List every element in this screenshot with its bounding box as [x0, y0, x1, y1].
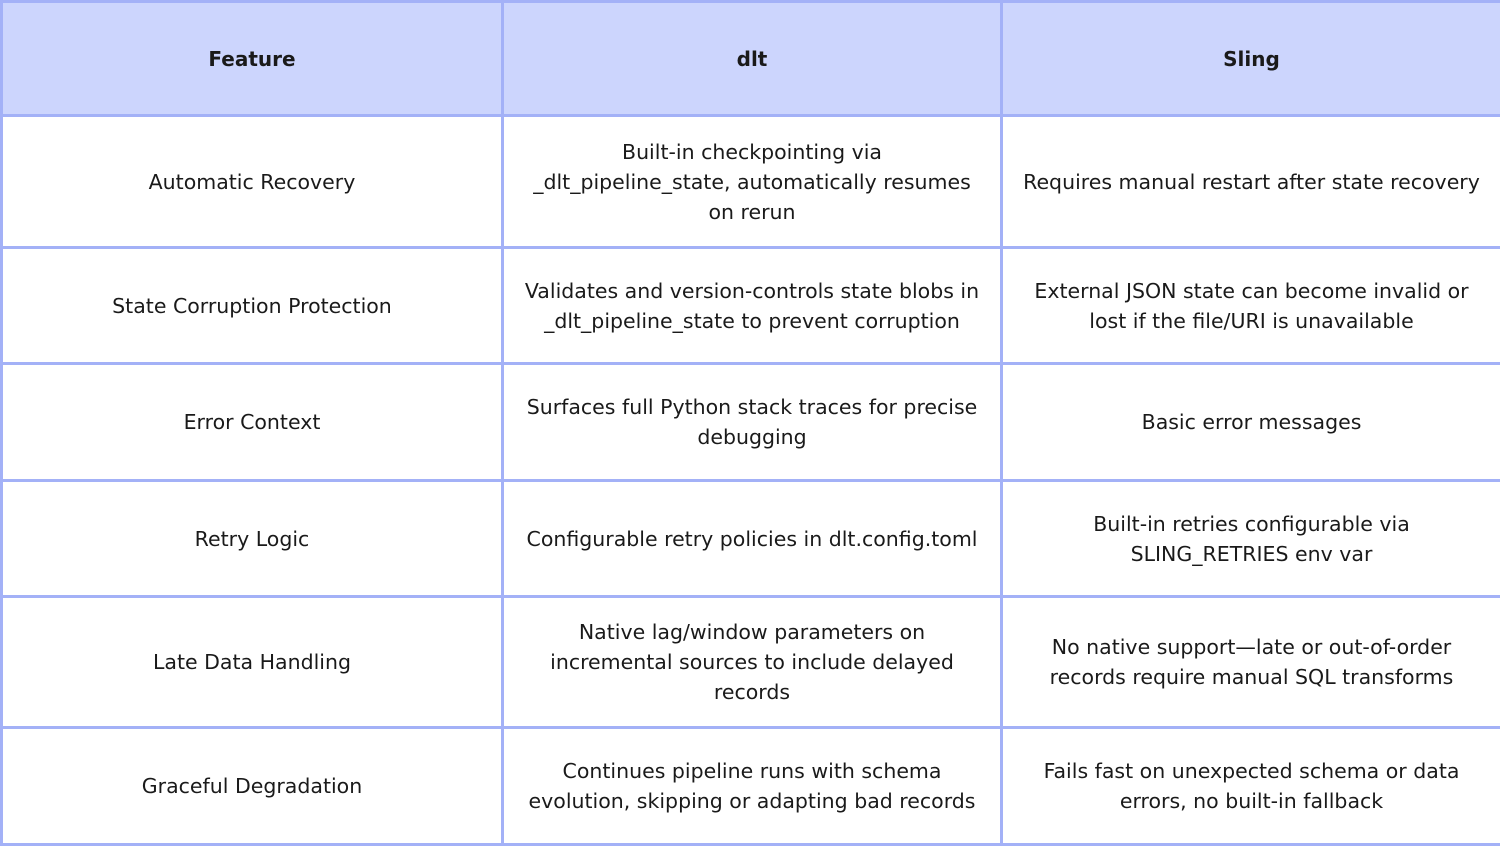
- table-row: [2, 597, 1500, 728]
- table-row: [2, 248, 1500, 364]
- feature-cell: Automatic Recovery: [2, 116, 503, 248]
- table-row: [2, 728, 1500, 845]
- header-feature: Feature: [2, 2, 503, 116]
- feature-cell: Graceful Degradation: [2, 728, 503, 845]
- table-row: [2, 364, 1500, 481]
- dlt-cell: Built-in checkpointing via _dlt_pipeline_state, automatically resumes on rerun: [503, 116, 1002, 248]
- sling-cell: Fails fast on unexpected schema or data errors, no built-in fallback: [1002, 728, 1500, 845]
- sling-cell: Built-in retries configurable via SLING_RETRIES env var: [1002, 481, 1500, 597]
- sling-cell: External JSON state can become invalid or lost if the file/URI is unavailable: [1002, 248, 1500, 364]
- dlt-cell: Configurable retry policies in dlt.config.toml: [503, 481, 1002, 597]
- dlt-cell: Native lag/window parameters on incremental sources to include delayed records: [503, 597, 1002, 728]
- table-body: [2, 116, 1500, 845]
- sling-cell: No native support—late or out-of-order records require manual SQL transforms: [1002, 597, 1500, 728]
- header-row: [2, 2, 1500, 116]
- sling-cell: Basic error messages: [1002, 364, 1500, 481]
- header-sling: Sling: [1002, 2, 1500, 116]
- table-row: [2, 481, 1500, 597]
- feature-cell: Retry Logic: [2, 481, 503, 597]
- header-dlt: dlt: [503, 2, 1002, 116]
- dlt-cell: Surfaces full Python stack traces for precise debugging: [503, 364, 1002, 481]
- table-header: [2, 2, 1500, 116]
- sling-cell: Requires manual restart after state recovery: [1002, 116, 1500, 248]
- table-row: [2, 116, 1500, 248]
- feature-cell: State Corruption Protection: [2, 248, 503, 364]
- feature-cell: Late Data Handling: [2, 597, 503, 728]
- feature-cell: Error Context: [2, 364, 503, 481]
- dlt-cell: Continues pipeline runs with schema evolution, skipping or adapting bad records: [503, 728, 1002, 845]
- dlt-cell: Validates and version-controls state blobs in _dlt_pipeline_state to prevent corruption: [503, 248, 1002, 364]
